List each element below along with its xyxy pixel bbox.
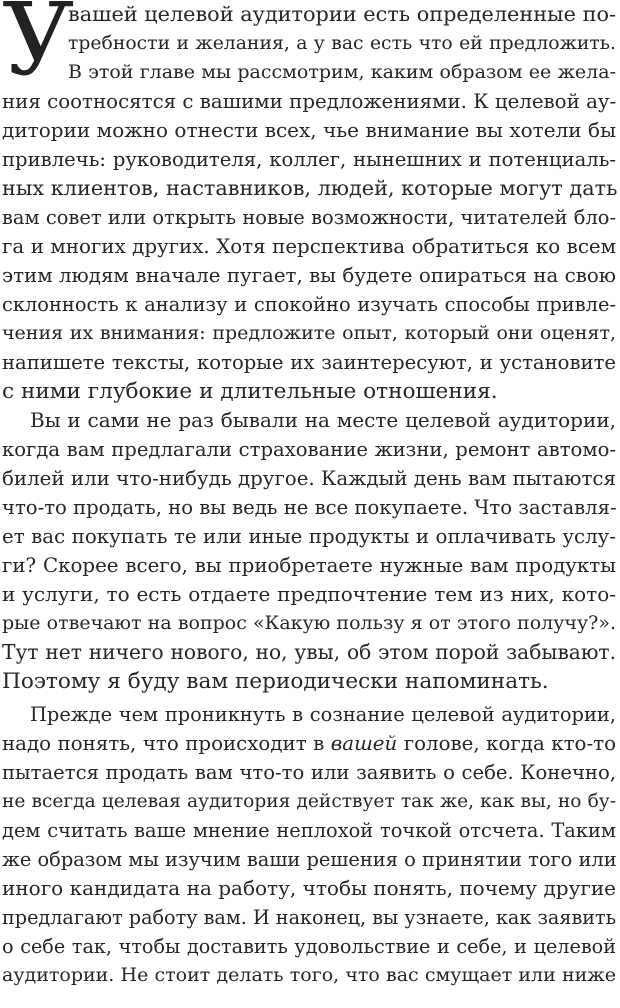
book-page bbox=[2, 0, 616, 1008]
text-line: га и многих других. Хотя перспектива обратиться ко всем bbox=[2, 235, 616, 258]
text-line: рые отвечают на вопрос «Какую пользу я от этого получу?». bbox=[2, 612, 616, 634]
text-line: ных клиентов, наставников, людей, которые могут дать bbox=[2, 176, 618, 200]
text-line: дитории можно отнести всех, чье внимание вы хотели бы bbox=[2, 118, 616, 142]
text-line: ги? Скорее всего, вы приобретаете нужные вам продукты bbox=[2, 554, 616, 577]
text-line: аудитории. Не стоит делать того, что вас смущает или ниже bbox=[2, 964, 616, 986]
text-line: предлагают работу вам. И наконец, вы узнаете, как заявить bbox=[2, 906, 617, 929]
text-line: чения их внимания: предложите опыт, который они оценят, bbox=[2, 322, 616, 344]
text-line: В этой главе мы рассмотрим, каким образом ее жела- bbox=[68, 61, 616, 83]
drop-cap: У bbox=[2, 0, 75, 98]
text-line: же образом мы изучим ваши решения о принятии того или bbox=[2, 848, 617, 871]
text-line: напишете тексты, которые их заинтересуют, и установите bbox=[2, 351, 616, 374]
text-line: дем считать ваше мнение неплохой точкой отсчета. Таким bbox=[2, 819, 616, 842]
text-line: что-то продать, но вы ведь не все покупаете. Что заставля- bbox=[2, 496, 617, 519]
text-line: Тут нет ничего нового, но, увы, об этом порой забывают. bbox=[2, 640, 616, 664]
text-line: не всегда целевая аудитория действует так же, как вы, но бу- bbox=[2, 791, 616, 812]
text-line: требности и желания, а у вас есть что ей предложить. bbox=[68, 33, 616, 54]
text-line: пытается продать вам что-то или заявить о себе. Конечно, bbox=[2, 761, 616, 784]
text-line: когда вам предлагали страхование жизни, ремонт автомо- bbox=[2, 438, 616, 461]
text-segment: голове, когда кто-то bbox=[397, 732, 616, 755]
text-line: Поэтому я буду вам периодически напоминать. bbox=[2, 669, 549, 694]
text-segment: надо понять, что происходит в bbox=[2, 732, 331, 755]
text-line: Прежде чем проникнуть в сознание целевой аудитории, bbox=[30, 703, 616, 726]
text-line: ния соотносятся с вашими предложениями. К целевой ау- bbox=[2, 90, 617, 113]
text-line: этим людям вначале пугает, вы будете опираться на свою bbox=[2, 264, 616, 287]
text-line: иного кандидата на работу, чтобы понять, почему другие bbox=[2, 876, 616, 900]
text-line: о себе так, чтобы доставить удовольствие и себе, и целевой bbox=[2, 935, 616, 958]
text-line: Вы и сами не раз бывали на месте целевой аудитории, bbox=[30, 408, 616, 432]
text-line: с ними глубокие и длительные отношения. bbox=[2, 379, 498, 404]
text-line: вам совет или открыть новые возможности, читателей бло- bbox=[2, 206, 616, 229]
text-line: вашей целевой аудитории есть определенные по- bbox=[68, 2, 616, 26]
text-line-with-emphasis bbox=[2, 729, 616, 758]
text-line: склонность к анализу и спокойно изучать способы привле- bbox=[2, 293, 616, 316]
text-line: билей или что-нибудь другое. Каждый день вам пытаются bbox=[2, 467, 616, 490]
text-line: ет вас покупать те или иные продукты и оплачивать услу- bbox=[2, 525, 616, 548]
text-line: и услуги, то есть отдаете предпочтение тем из них, кото- bbox=[2, 582, 616, 606]
emphasis-word: вашей bbox=[330, 732, 398, 755]
text-line: привлечь: руководителя, коллег, нынешних и потенциаль- bbox=[2, 148, 616, 171]
